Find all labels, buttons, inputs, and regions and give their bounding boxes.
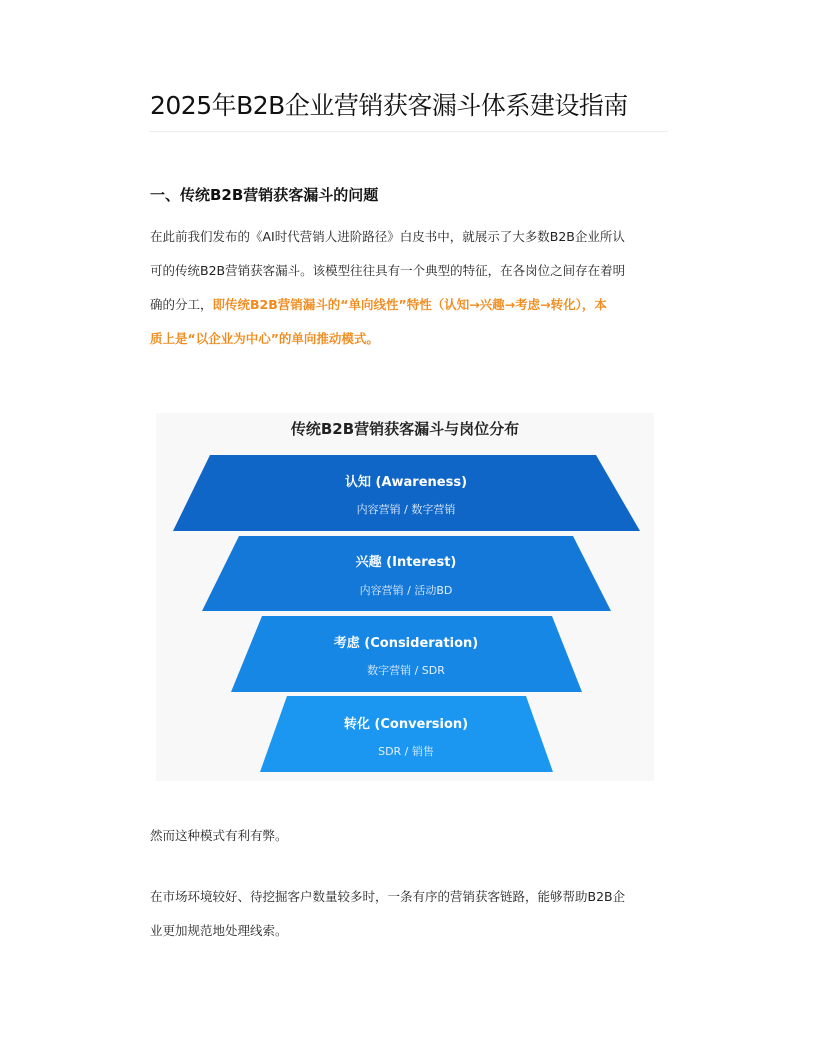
funnel-diagram — [156, 413, 654, 781]
funnel-stage-label: 兴趣 (Interest) — [355, 555, 457, 570]
highlighted-text: 质上是“以企业为中心”的单向推动模式。 — [150, 331, 379, 346]
highlighted-text: 即传统B2B营销漏斗的“单向线性”特性（认知→兴趣→考虑→转化），本 — [212, 297, 607, 312]
paragraph-line: 业更加规范地处理线索。 — [150, 923, 288, 938]
paragraph-text: 确的分工， — [150, 297, 213, 312]
funnel-stage-roles: 内容营销 / 活动BD — [359, 584, 453, 597]
section-heading: 一、传统B2B营销获客漏斗的问题 — [150, 186, 379, 204]
paragraph-line — [150, 329, 666, 349]
funnel-stage-roles: 内容营销 / 数字营销 — [356, 503, 456, 516]
paragraph-line: 在市场环境较好、待挖掘客户数量较多时，一条有序的营销获客链路，能够帮助B2B企 — [150, 889, 626, 904]
funnel-title: 传统B2B营销获客漏斗与岗位分布 — [290, 420, 520, 438]
funnel-stage-awareness — [173, 455, 640, 531]
paragraph-line: 可的传统B2B营销获客漏斗。该模型往往具有一个典型的特征，在各岗位之间存在着明 — [150, 263, 626, 278]
funnel-stage-conversion — [260, 696, 553, 772]
funnel-stage-roles: 数字营销 / SDR — [367, 664, 445, 677]
funnel-stage-roles: SDR / 销售 — [378, 745, 434, 758]
paragraph-line: 然而这种模式有利有弊。 — [150, 828, 288, 843]
funnel-stage-interest — [202, 536, 611, 611]
funnel-stage-label: 认知 (Awareness) — [344, 475, 468, 490]
page-title: 2025年B2B企业营销获客漏斗体系建设指南 — [150, 91, 628, 120]
funnel-stage-label: 转化 (Conversion) — [343, 717, 469, 732]
funnel-stage-label: 考虑 (Consideration) — [333, 636, 479, 651]
title-divider — [150, 131, 668, 132]
funnel-stage-consideration — [231, 616, 582, 692]
paragraph-line: 在此前我们发布的《AI时代营销人进阶路径》白皮书中，就展示了大多数B2B企业所认 — [150, 229, 625, 244]
paragraph-line — [150, 295, 666, 315]
funnel-figure — [156, 413, 654, 781]
